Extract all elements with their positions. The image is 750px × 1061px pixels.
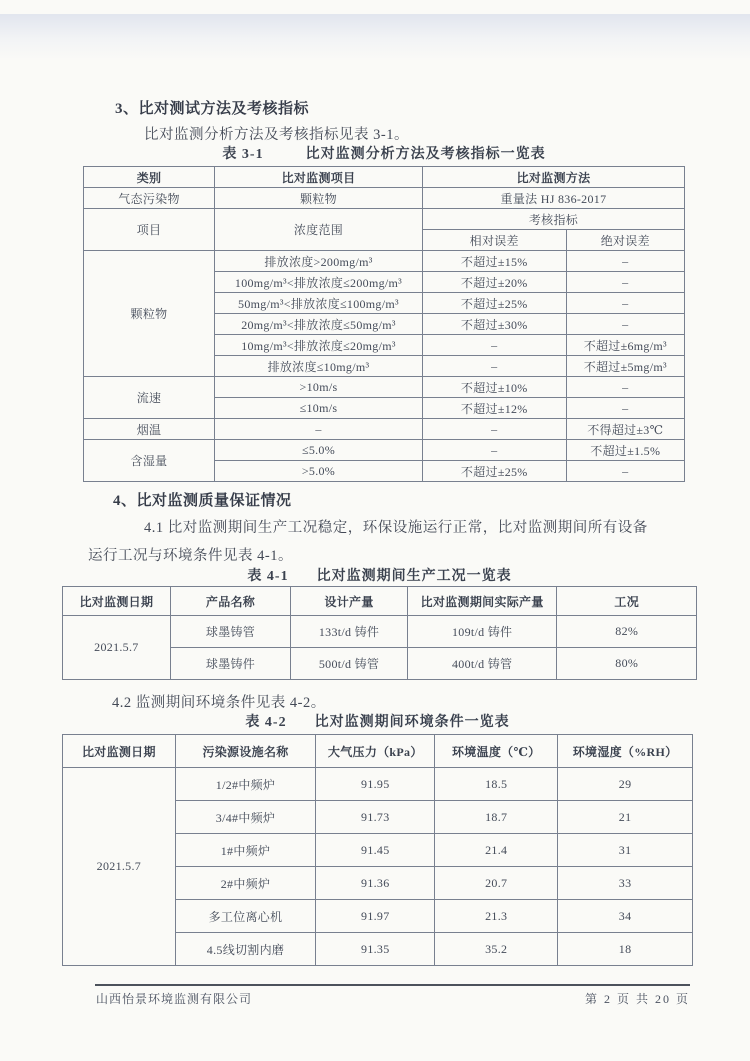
cell-range: 排放浓度>200mg/m³ [215, 251, 423, 272]
t41-head-design: 设计产量 [291, 587, 408, 616]
cell-facility: 1#中频炉 [175, 834, 315, 867]
cell-absolute-error: – [566, 314, 684, 335]
cell-humidity: 18 [558, 933, 693, 966]
table-4-1-caption-title: 比对监测期间生产工况一览表 [316, 569, 512, 584]
cell-pressure: 91.73 [316, 801, 435, 834]
cell-relative-error: 不超过±25% [422, 461, 566, 482]
table-4-2-caption-title: 比对监测期间环境条件一览表 [314, 715, 510, 730]
cell-product: 球墨铸管 [170, 616, 290, 648]
table-4-2-caption-number: 表 4-2 [245, 715, 287, 730]
t42-head-date: 比对监测日期 [63, 735, 176, 768]
cell-humidity: 21 [558, 801, 693, 834]
cell-absolute-error: 不超过±5mg/m³ [566, 356, 684, 377]
t42-head-pressure: 大气压力（kPa） [316, 735, 435, 768]
cell-temperature: 35.2 [435, 933, 558, 966]
cell-humidity: 34 [558, 900, 693, 933]
cell-load: 80% [557, 648, 697, 680]
cell-facility: 2#中频炉 [175, 867, 315, 900]
cell-absolute-error: 不超过±1.5% [566, 440, 684, 461]
cell-temperature: 20.7 [435, 867, 558, 900]
t31-particulate-label: 颗粒物 [84, 251, 215, 377]
cell-range: >10m/s [215, 377, 423, 398]
cell-relative-error: – [422, 356, 566, 377]
section-4-1-line-1: 4.1 比对监测期间生产工况稳定，环保设施运行正常，比对监测期间所有设备 [144, 520, 648, 536]
cell-pressure: 91.36 [316, 867, 435, 900]
table-row [84, 440, 685, 461]
t42-head-temperature: 环境温度（℃） [435, 735, 558, 768]
cell-absolute-error: 不得超过±3℃ [566, 419, 684, 440]
cell-humidity: 31 [558, 834, 693, 867]
cell-facility: 1/2#中频炉 [175, 768, 315, 801]
t31-sub-indicator: 考核指标 [422, 209, 684, 230]
cell-design-output: 133t/d 铸件 [291, 616, 408, 648]
t31-moisture-label: 含湿量 [84, 440, 215, 482]
footer-company-name: 山西怡景环境监测有限公司 [96, 992, 253, 1006]
table-3-1-caption-title: 比对监测分析方法及考核指标一览表 [305, 147, 546, 162]
t42-date-cell: 2021.5.7 [63, 768, 176, 966]
cell-actual-output: 400t/d 铸管 [407, 648, 557, 680]
t41-head-date: 比对监测日期 [63, 587, 171, 616]
t31-gas-category: 气态污染物 [84, 188, 215, 209]
cell-design-output: 500t/d 铸管 [291, 648, 408, 680]
cell-relative-error: 不超过±30% [422, 314, 566, 335]
cell-absolute-error: – [566, 293, 684, 314]
cell-product: 球墨铸件 [170, 648, 290, 680]
t31-smoke-temp-label: 烟温 [84, 419, 215, 440]
cell-facility: 4.5线切割内磨 [175, 933, 315, 966]
table-4-1 [62, 586, 697, 680]
cell-relative-error: 不超过±15% [422, 251, 566, 272]
t31-head-category: 类别 [84, 167, 215, 188]
cell-relative-error: 不超过±25% [422, 293, 566, 314]
cell-absolute-error: 不超过±6mg/m³ [566, 335, 684, 356]
cell-relative-error: 不超过±10% [422, 377, 566, 398]
t31-gas-method: 重量法 HJ 836-2017 [422, 188, 684, 209]
t31-sub-absolute: 绝对误差 [566, 230, 684, 251]
table-3-1-caption [83, 143, 685, 163]
cell-range: 20mg/m³<排放浓度≤50mg/m³ [215, 314, 423, 335]
cell-temperature: 18.5 [435, 768, 558, 801]
cell-relative-error: – [422, 440, 566, 461]
t41-date-cell: 2021.5.7 [63, 616, 171, 680]
table-3-1-caption-number: 表 3-1 [222, 147, 264, 162]
cell-absolute-error: – [566, 272, 684, 293]
table-4-1-caption-number: 表 4-1 [247, 569, 289, 584]
cell-absolute-error: – [566, 377, 684, 398]
cell-facility: 多工位离心机 [175, 900, 315, 933]
t41-header-row [63, 587, 697, 616]
cell-temperature: 18.7 [435, 801, 558, 834]
cell-range: >5.0% [215, 461, 423, 482]
section-4-2-line: 4.2 监测期间环境条件见表 4-2。 [112, 695, 326, 711]
cell-range: ≤10m/s [215, 398, 423, 419]
t42-header-row [63, 735, 693, 768]
cell-pressure: 91.95 [316, 768, 435, 801]
cell-facility: 3/4#中频炉 [175, 801, 315, 834]
t41-head-load: 工况 [557, 587, 697, 616]
t31-head-item: 比对监测项目 [215, 167, 423, 188]
cell-range: ≤5.0% [215, 440, 423, 461]
t42-head-humidity: 环境湿度（%RH） [558, 735, 693, 768]
cell-pressure: 91.97 [316, 900, 435, 933]
table-4-1-caption [62, 565, 697, 585]
cell-range: 排放浓度≤10mg/m³ [215, 356, 423, 377]
t31-subheader-row-1 [84, 209, 685, 230]
cell-absolute-error: – [566, 251, 684, 272]
cell-actual-output: 109t/d 铸件 [407, 616, 557, 648]
section-3-intro: 比对监测分析方法及考核指标见表 3-1。 [144, 127, 409, 143]
t31-header-row [84, 167, 685, 188]
cell-temperature: 21.4 [435, 834, 558, 867]
cell-relative-error: – [422, 419, 566, 440]
table-4-2 [62, 734, 693, 966]
table-row [63, 616, 697, 648]
t42-head-facility: 污染源设施名称 [175, 735, 315, 768]
scan-shadow-band [0, 14, 750, 60]
table-row [63, 768, 693, 801]
t31-gas-item: 颗粒物 [215, 188, 423, 209]
cell-absolute-error: – [566, 461, 684, 482]
cell-relative-error: 不超过±12% [422, 398, 566, 419]
t31-gas-row [84, 188, 685, 209]
cell-range: 10mg/m³<排放浓度≤20mg/m³ [215, 335, 423, 356]
cell-pressure: 91.35 [316, 933, 435, 966]
section-4-heading: 4、比对监测质量保证情况 [113, 493, 292, 509]
t41-head-product: 产品名称 [170, 587, 290, 616]
section-3-heading: 3、比对测试方法及考核指标 [115, 101, 310, 117]
cell-absolute-error: – [566, 398, 684, 419]
t41-head-actual: 比对监测期间实际产量 [407, 587, 557, 616]
cell-relative-error: – [422, 335, 566, 356]
table-row [84, 377, 685, 398]
cell-humidity: 33 [558, 867, 693, 900]
cell-pressure: 91.45 [316, 834, 435, 867]
footer-page-number: 第 2 页 共 20 页 [584, 992, 690, 1006]
t31-sub-range: 浓度范围 [215, 209, 423, 251]
table-4-2-caption [62, 711, 693, 731]
cell-relative-error: 不超过±20% [422, 272, 566, 293]
cell-range: 100mg/m³<排放浓度≤200mg/m³ [215, 272, 423, 293]
cell-temperature: 21.3 [435, 900, 558, 933]
cell-load: 82% [557, 616, 697, 648]
table-row [84, 419, 685, 440]
table-row [84, 251, 685, 272]
t31-head-method: 比对监测方法 [422, 167, 684, 188]
section-4-1-line-2: 运行工况与环境条件见表 4-1。 [88, 548, 293, 564]
cell-humidity: 29 [558, 768, 693, 801]
footer-divider [95, 984, 690, 986]
t31-sub-project: 项目 [84, 209, 215, 251]
t31-velocity-label: 流速 [84, 377, 215, 419]
table-3-1 [83, 166, 685, 482]
cell-range: – [215, 419, 423, 440]
t31-sub-relative: 相对误差 [422, 230, 566, 251]
cell-range: 50mg/m³<排放浓度≤100mg/m³ [215, 293, 423, 314]
